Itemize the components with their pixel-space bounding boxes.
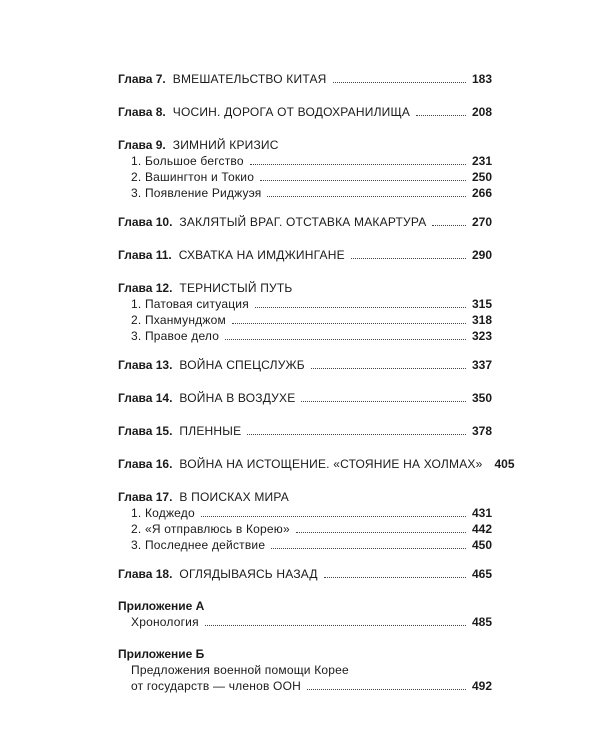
- chapter-title: ЗИМНИЙ КРИЗИС: [172, 138, 279, 152]
- page-number: 378: [471, 424, 492, 438]
- toc-entry-appendix-a[interactable]: [118, 597, 492, 613]
- dot-leader: [267, 196, 465, 197]
- chapter-label: Глава 15.: [118, 424, 173, 438]
- chapter-label: Глава 10.: [118, 215, 173, 229]
- dot-leader: [301, 401, 466, 402]
- section-title: 2. Пханмунджом: [131, 313, 226, 327]
- chapter-label: Глава 13.: [118, 358, 173, 372]
- toc-subentry[interactable]: [131, 677, 492, 693]
- section-title: 2. Вашингтон и Токио: [131, 170, 255, 184]
- dot-leader: [432, 225, 466, 226]
- toc-entry-chapter-9[interactable]: [118, 136, 492, 152]
- dot-leader: [201, 516, 466, 517]
- toc-entry-chapter-18[interactable]: [118, 565, 492, 581]
- appendix-label: Приложение А: [118, 599, 205, 613]
- toc-subentry[interactable]: [131, 613, 492, 629]
- page-number: 323: [471, 329, 492, 343]
- toc-subentry[interactable]: [131, 520, 492, 536]
- chapter-label: Глава 18.: [118, 567, 173, 581]
- page-number: 231: [471, 154, 492, 168]
- chapter-title: ВОЙНА СПЕЦСЛУЖБ: [179, 358, 305, 372]
- toc-subentry[interactable]: [131, 504, 492, 520]
- toc-entry-chapter-16[interactable]: [118, 455, 515, 471]
- page-number: 208: [471, 105, 492, 119]
- section-title: 3. Появление Риджуэя: [131, 186, 262, 200]
- toc-entry-chapter-8[interactable]: [118, 103, 492, 119]
- toc-subentry[interactable]: [131, 311, 492, 327]
- chapter-title: ВМЕШАТЕЛЬСТВО КИТАЯ: [172, 72, 327, 86]
- section-title: 1. Патовая ситуация: [131, 297, 249, 311]
- chapter-label: Глава 14.: [118, 391, 173, 405]
- page-number: 442: [471, 522, 492, 536]
- dot-leader: [225, 339, 466, 340]
- page-number: 350: [471, 391, 492, 405]
- dot-leader: [271, 548, 466, 549]
- dot-leader: [307, 689, 466, 690]
- appendix-label: Приложение Б: [118, 647, 205, 661]
- toc-entry-chapter-11[interactable]: [118, 246, 492, 262]
- chapter-title: В ПОИСКАХ МИРА: [179, 490, 289, 504]
- chapter-label: Глава 16.: [118, 457, 173, 471]
- chapter-label: Глава 11.: [118, 248, 172, 262]
- toc-entry-chapter-12[interactable]: [118, 279, 492, 295]
- section-title: 2. «Я отправлюсь в Корею»: [131, 522, 290, 536]
- page-number: 290: [471, 248, 492, 262]
- page-number: 337: [471, 358, 492, 372]
- page-number: 465: [471, 567, 492, 581]
- chapter-label: Глава 12.: [118, 281, 173, 295]
- section-title-line-1: Предложения военной помощи Корее: [131, 663, 349, 677]
- dot-leader: [260, 180, 466, 181]
- toc-subentry[interactable]: [131, 168, 492, 184]
- toc-entry-chapter-17[interactable]: [118, 488, 492, 504]
- chapter-title: ВОЙНА В ВОЗДУХЕ: [179, 391, 296, 405]
- toc-subentry[interactable]: [131, 327, 492, 343]
- toc-entry-appendix-b[interactable]: [118, 645, 492, 661]
- section-title: 1. Большое бегство: [131, 154, 244, 168]
- page-number: 266: [471, 186, 492, 200]
- section-title: 1. Коджедо: [131, 506, 195, 520]
- section-title: 3. Последнее действие: [131, 538, 266, 552]
- toc-entry-chapter-15[interactable]: [118, 422, 492, 438]
- page-number: 250: [471, 170, 492, 184]
- page-number: 485: [471, 615, 492, 629]
- toc-entry-chapter-10[interactable]: [118, 213, 492, 229]
- section-title-line-2: от государств — членов ООН: [131, 679, 301, 693]
- toc-subentry-line: [131, 661, 492, 677]
- page-number: 450: [471, 538, 492, 552]
- section-title: Хронология: [131, 615, 199, 629]
- chapter-title: СХВАТКА НА ИМДЖИНГАНЕ: [178, 248, 345, 262]
- dot-leader: [296, 532, 466, 533]
- toc-subentry[interactable]: [131, 152, 492, 168]
- chapter-title: ТЕРНИСТЫЙ ПУТЬ: [179, 281, 293, 295]
- chapter-title: ОГЛЯДЫВАЯСЬ НАЗАД: [179, 567, 318, 581]
- page-number: 492: [471, 679, 492, 693]
- dot-leader: [250, 164, 466, 165]
- chapter-label: Глава 7.: [118, 72, 166, 86]
- toc-subentry[interactable]: [131, 536, 492, 552]
- toc-subentry[interactable]: [131, 295, 492, 311]
- chapter-title: ВОЙНА НА ИСТОЩЕНИЕ. «СТОЯНИЕ НА ХОЛМАХ»: [179, 457, 483, 471]
- toc-subentry[interactable]: [131, 184, 492, 200]
- dot-leader: [205, 625, 466, 626]
- dot-leader: [311, 368, 466, 369]
- chapter-label: Глава 9.: [118, 138, 166, 152]
- page-number: 270: [471, 215, 492, 229]
- dot-leader: [255, 307, 466, 308]
- dot-leader: [324, 577, 466, 578]
- chapter-title: ЧОСИН. ДОРОГА ОТ ВОДОХРАНИЛИЩА: [172, 105, 411, 119]
- chapter-label: Глава 17.: [118, 490, 173, 504]
- dot-leader: [333, 82, 466, 83]
- page-number: 405: [494, 457, 515, 471]
- dot-leader: [416, 115, 466, 116]
- chapter-title: ЗАКЛЯТЫЙ ВРАГ. ОТСТАВКА МАКАРТУРА: [179, 215, 427, 229]
- page-number: 315: [471, 297, 492, 311]
- page-number: 318: [471, 313, 492, 327]
- dot-leader: [351, 258, 466, 259]
- chapter-label: Глава 8.: [118, 105, 166, 119]
- toc-entry-chapter-7[interactable]: [118, 70, 492, 86]
- page-number: 183: [471, 72, 492, 86]
- chapter-title: ПЛЕННЫЕ: [179, 424, 242, 438]
- dot-leader: [247, 434, 466, 435]
- dot-leader: [232, 323, 466, 324]
- toc-entry-chapter-13[interactable]: [118, 356, 492, 372]
- page-number: 431: [471, 506, 492, 520]
- toc-entry-chapter-14[interactable]: [118, 389, 492, 405]
- section-title: 3. Правое дело: [131, 329, 220, 343]
